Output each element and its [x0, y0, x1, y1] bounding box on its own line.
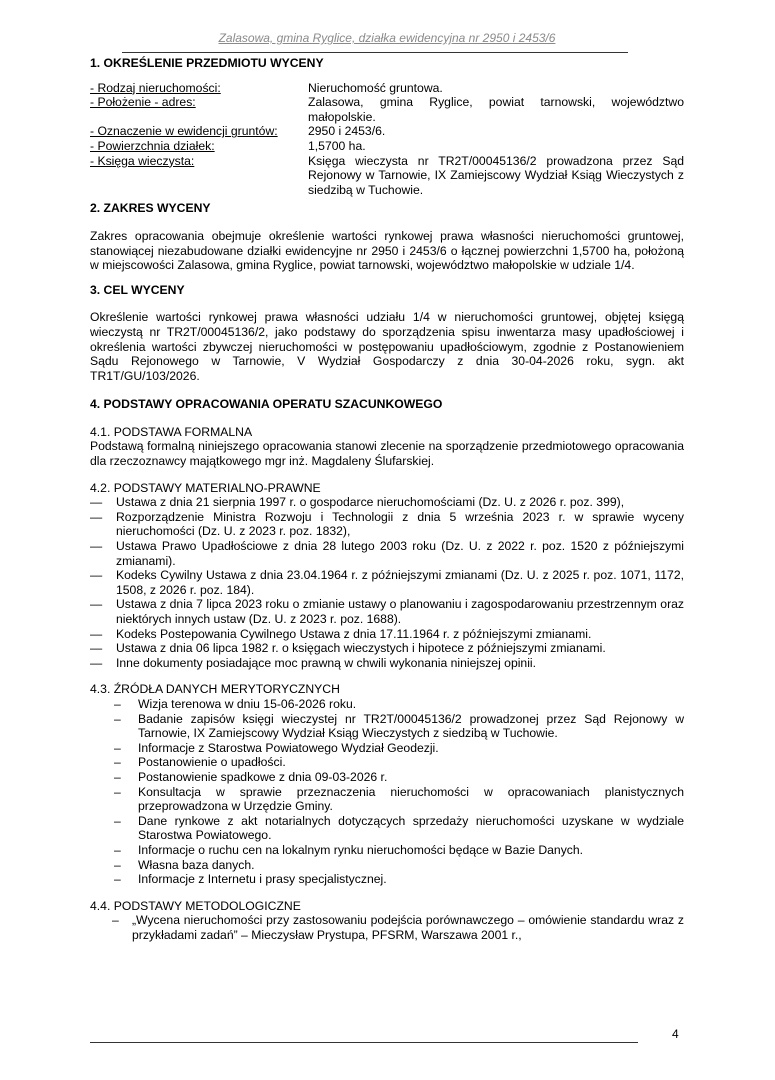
property-details: [90, 81, 684, 198]
section-4-1-heading: 4.1. PODSTAWA FORMALNA: [90, 424, 253, 439]
list-item: — Ustawa z dnia 06 lipca 1982 r. o księgach wieczystych i hipotece z późniejszymi zmianami.: [90, 641, 606, 656]
section-2-text: Zakres opracowania obejmuje określenie wartości rynkowej prawa własności nieruchomości gruntowej, stanowiącej niezabudowane działki ewidencyjne nr 2950 i 2453/6 o łącznej powierzchni 1,5700 ha, położoną w miejscowości Zalasowa, gmina Ryglice, powiat tarnowski, województwo małopolskie w udziale 1/4.: [90, 228, 684, 273]
list-item: – Badanie zapisów księgi wieczystej nr TR2T/00045136/2 prowadzonej przez Sąd Rejonowy w Tarnowie, IX Zamiejscowy Wydział Ksiąg Wieczystych z siedzibą w Tuchowie.: [114, 711, 684, 741]
list-item: – Informacje o ruchu cen na lokalnym rynku nieruchomości będące w Bazie Danych.: [114, 842, 584, 857]
list-item: – Dane rynkowe z akt notarialnych dotyczących sprzedaży nieruchomości uzyskane w wydziale Starostwa Powiatowego.: [114, 813, 684, 843]
section-4-3-heading: 4.3. ŹRÓDŁA DANYCH MERYTORYCZNYCH: [90, 682, 340, 697]
list-item: – Wizja terenowa w dniu 15-06-2026 roku.: [114, 696, 357, 711]
running-header: Zalasowa, gmina Ryglice, działka ewidencyjna nr 2950 i 2453/6: [218, 31, 556, 45]
list-item: — Kodeks Cywilny Ustawa z dnia 23.04.1964 r. z późniejszymi zmianami (Dz. U. z 2025 r. poz. 1071, 1172, 1508, z 2026 r. poz. 184).: [90, 568, 684, 597]
detail-value: 1,5700 ha.: [308, 138, 366, 153]
list-item: – „Wycena nieruchomości przy zastosowaniu podejścia porównawczego – omówienie standardu wraz z przykładami zadań” – Mieczysław Prystupa, PFSRM, Warszawa 2001 r.,: [112, 913, 684, 942]
detail-key: - Księga wieczysta:: [90, 153, 195, 168]
detail-row: [90, 139, 684, 154]
list-item: — Ustawa Prawo Upadłościowe z dnia 28 lutego 2003 roku (Dz. U. z 2022 r. poz. 1520 z późniejszymi zmianami).: [90, 539, 684, 568]
section-2-heading: 2. ZAKRES WYCENY: [90, 201, 211, 216]
footer-rule: [90, 1042, 638, 1043]
detail-value: Zalasowa, gmina Ryglice, powiat tarnowski, województwo małopolskie.: [308, 95, 684, 124]
list-item: — Inne dokumenty posiadające moc prawną w chwili wykonania niniejszej opinii.: [90, 655, 537, 670]
header-rule: [122, 52, 628, 53]
section-4-heading: 4. PODSTAWY OPRACOWANIA OPERATU SZACUNKOWEGO: [90, 397, 443, 412]
list-item: — Ustawa z dnia 21 sierpnia 1997 r. o gospodarce nieruchomościami (Dz. U. z 2026 r. poz. 399),: [90, 495, 625, 510]
list-item: – Postanowienie spadkowe z dnia 09-03-2026 r.: [114, 769, 388, 784]
detail-value: 2950 i 2453/6.: [308, 124, 386, 139]
list-item: – Informacje z Starostwa Powiatowego Wydział Geodezji.: [114, 740, 439, 755]
detail-value: Księga wieczysta nr TR2T/00045136/2 prowadzona przez Sąd Rejonowy w Tarnowie, IX Zamiejscowy Wydział Ksiąg Wieczystych z siedzibą w Tuchowie.: [308, 153, 684, 197]
section-4-1-text: Podstawą formalną niniejszego opracowania stanowi zlecenie na sporządzenie przedmiotowego opracowania dla rzeczoznawcy majątkowego mgr inż. Magdaleny Ślufarskiej.: [90, 439, 684, 469]
detail-key: - Powierzchnia działek:: [90, 138, 215, 153]
detail-row: [90, 81, 684, 96]
list-item: – Konsultacja w sprawie przeznaczenia nieruchomości w opracowaniach planistycznych przeprowadzona w Urzędzie Gminy.: [114, 784, 684, 814]
detail-value: Nieruchomość gruntowa.: [308, 80, 443, 95]
section-1-heading: 1. OKREŚLENIE PRZEDMIOTU WYCENY: [90, 56, 324, 70]
page-content: [90, 56, 684, 942]
data-sources-list: [90, 697, 684, 887]
section-4-2-heading: 4.2. PODSTAWY MATERIALNO-PRAWNE: [90, 480, 321, 495]
page-number: 4: [672, 1027, 679, 1041]
section-4-4-heading: 4.4. PODSTAWY METODOLOGICZNE: [90, 898, 301, 913]
detail-key: - Rodzaj nieruchomości:: [90, 80, 221, 95]
methodology-list: [90, 913, 684, 942]
list-item: — Rozporządzenie Ministra Rozwoju i Technologii z dnia 5 września 2023 r. w sprawie wyceny nieruchomości (Dz. U. z 2023 r. poz. 1832),: [90, 509, 684, 539]
section-3-heading: 3. CEL WYCENY: [90, 282, 185, 297]
detail-key: - Oznaczenie w ewidencji gruntów:: [90, 124, 278, 139]
detail-row: [90, 124, 684, 139]
list-item: – Informacje z Internetu i prasy specjalistycznej.: [114, 872, 387, 887]
legal-basis-list: [90, 495, 684, 670]
list-item: — Kodeks Postepowania Cywilnego Ustawa z dnia 17.11.1964 r. z późniejszymi zmianami.: [90, 626, 592, 641]
detail-row: [90, 95, 684, 124]
detail-row: [90, 154, 684, 198]
list-item: – Własna baza danych.: [114, 857, 255, 872]
detail-key: - Położenie - adres:: [90, 95, 196, 110]
list-item: — Ustawa z dnia 7 lipca 2023 roku o zmianie ustawy o planowaniu i zagospodarowaniu przestrzennym oraz niektórych innych ustaw (Dz. U. z 2023 r. poz. 1688).: [90, 597, 684, 626]
document-page: [90, 0, 684, 1080]
section-3-text: Określenie wartości rynkowej prawa własności udziału 1/4 w nieruchomości gruntowej, objętej księgą wieczystą nr TR2T/00045136/2, jako podstawy do sporządzenia spisu inwentarza masy upadłościowej i określenia wartości zbywczej nieruchomości w postępowaniu upadłościowym, zgodnie z Postanowieniem Sądu Rejonowego w Tarnowie, V Wydział Gospodarczy z dnia 30-04-2026 roku, sygn. akt TR1T/GU/103/2026.: [90, 310, 684, 383]
list-item: – Postanowienie o upadłości.: [114, 755, 286, 770]
